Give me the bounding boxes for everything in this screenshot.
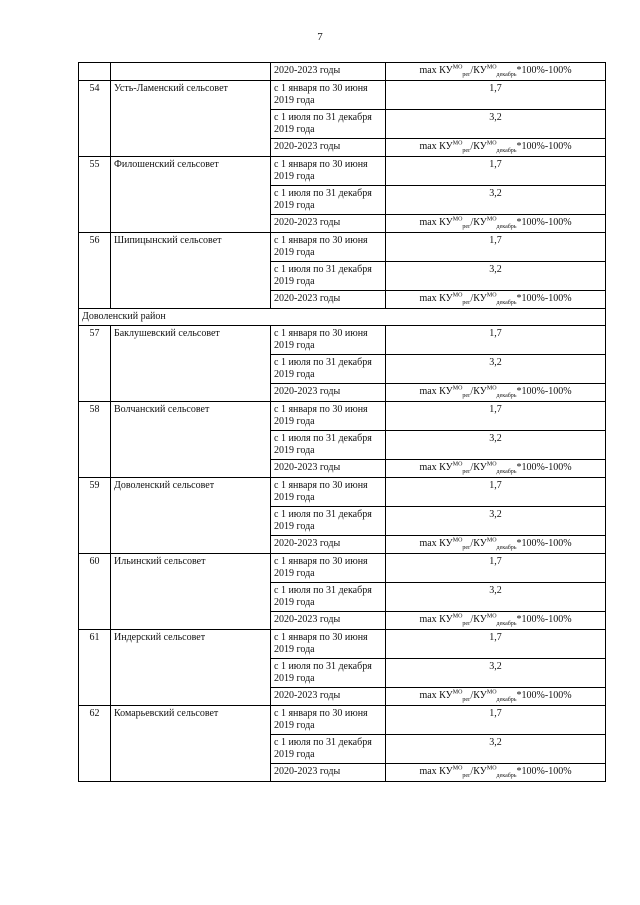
formula-sub-2: декабрь	[496, 621, 517, 627]
formula-sub-2: декабрь	[496, 224, 517, 230]
value-cell: 3,2	[386, 659, 606, 688]
formula-sub-2: декабрь	[496, 393, 517, 399]
formula-mid: /КУ	[470, 690, 487, 701]
row-number: 56	[79, 233, 111, 309]
formula-cell	[386, 63, 606, 81]
formula-sub-1: рег	[462, 697, 471, 703]
formula-mid: /КУ	[470, 614, 487, 625]
formula-sub-1: рег	[462, 545, 471, 551]
period-cell: с 1 июля по 31 декабря 2019 года	[271, 659, 386, 688]
formula-prefix: max КУ	[419, 690, 453, 701]
formula-sup-1: МО	[452, 140, 463, 147]
formula-cell	[386, 139, 606, 157]
council-name: Волчанский сельсовет	[111, 402, 271, 478]
formula-sup-2: МО	[486, 613, 497, 620]
row-number: 61	[79, 630, 111, 706]
period-cell: 2020-2023 годы	[271, 63, 386, 81]
period-cell: 2020-2023 годы	[271, 384, 386, 402]
row-number: 57	[79, 326, 111, 402]
formula-sup-1: МО	[452, 461, 463, 468]
formula-suffix: *100%-100%	[516, 462, 572, 473]
formula-sup-1: МО	[452, 64, 463, 71]
formula-cell	[386, 688, 606, 706]
council-name: Шипицынский сельсовет	[111, 233, 271, 309]
formula-mid: /КУ	[470, 538, 487, 549]
period-cell: с 1 января по 30 июня 2019 года	[271, 157, 386, 186]
formula-cell	[386, 536, 606, 554]
period-cell: 2020-2023 годы	[271, 215, 386, 233]
table-row	[79, 63, 606, 81]
formula-sub-2: декабрь	[496, 469, 517, 475]
period-cell: с 1 января по 30 июня 2019 года	[271, 402, 386, 431]
council-name: Комарьевский сельсовет	[111, 706, 271, 782]
name-cell	[111, 63, 271, 81]
formula-sup-1: МО	[452, 385, 463, 392]
row-number: 54	[79, 81, 111, 157]
rates-table-body	[79, 63, 606, 782]
formula-prefix: max КУ	[419, 217, 453, 228]
table-row	[79, 402, 606, 431]
formula-sub-1: рег	[462, 469, 471, 475]
formula-sub-2: декабрь	[496, 545, 517, 551]
formula-sub-1: рег	[462, 773, 471, 779]
table-row	[79, 233, 606, 262]
period-cell: с 1 января по 30 июня 2019 года	[271, 233, 386, 262]
formula-mid: /КУ	[470, 217, 487, 228]
formula-prefix: max КУ	[419, 386, 453, 397]
period-cell: с 1 июля по 31 декабря 2019 года	[271, 186, 386, 215]
period-cell: с 1 июля по 31 декабря 2019 года	[271, 507, 386, 536]
row-number: 58	[79, 402, 111, 478]
period-cell: с 1 июля по 31 декабря 2019 года	[271, 355, 386, 384]
value-cell: 1,7	[386, 233, 606, 262]
value-cell: 3,2	[386, 431, 606, 460]
period-cell: 2020-2023 годы	[271, 291, 386, 309]
formula-sup-2: МО	[486, 216, 497, 223]
period-cell: с 1 января по 30 июня 2019 года	[271, 326, 386, 355]
formula-cell	[386, 215, 606, 233]
council-name: Ильинский сельсовет	[111, 554, 271, 630]
period-cell: с 1 июля по 31 декабря 2019 года	[271, 262, 386, 291]
formula-sub-1: рег	[462, 224, 471, 230]
formula-prefix: max КУ	[419, 65, 453, 76]
formula-suffix: *100%-100%	[516, 217, 572, 228]
table-row	[79, 706, 606, 735]
formula-sub-1: рег	[462, 72, 471, 78]
formula-cell	[386, 764, 606, 782]
period-cell: с 1 января по 30 июня 2019 года	[271, 554, 386, 583]
formula-prefix: max КУ	[419, 766, 453, 777]
formula-cell	[386, 612, 606, 630]
region-name: Доволенский район	[79, 309, 606, 326]
row-number: 59	[79, 478, 111, 554]
formula-sup-2: МО	[486, 537, 497, 544]
rates-table	[78, 62, 606, 782]
formula-sub-1: рег	[462, 621, 471, 627]
formula-sub-1: рег	[462, 300, 471, 306]
value-cell: 3,2	[386, 186, 606, 215]
period-cell: 2020-2023 годы	[271, 139, 386, 157]
formula-suffix: *100%-100%	[516, 690, 572, 701]
period-cell: с 1 июля по 31 декабря 2019 года	[271, 431, 386, 460]
formula-sub-2: декабрь	[496, 72, 517, 78]
formula-sub-1: рег	[462, 148, 471, 154]
period-cell: 2020-2023 годы	[271, 460, 386, 478]
period-cell: с 1 января по 30 июня 2019 года	[271, 706, 386, 735]
region-row	[79, 309, 606, 326]
formula-mid: /КУ	[470, 293, 487, 304]
formula-sub-2: декабрь	[496, 148, 517, 154]
formula-prefix: max КУ	[419, 614, 453, 625]
formula-prefix: max КУ	[419, 141, 453, 152]
value-cell: 3,2	[386, 262, 606, 291]
period-cell: с 1 июля по 31 декабря 2019 года	[271, 583, 386, 612]
council-name: Филошенский сельсовет	[111, 157, 271, 233]
period-cell: с 1 июля по 31 декабря 2019 года	[271, 110, 386, 139]
formula-sup-2: МО	[486, 385, 497, 392]
formula-sup-1: МО	[452, 689, 463, 696]
value-cell: 1,7	[386, 157, 606, 186]
formula-suffix: *100%-100%	[516, 141, 572, 152]
value-cell: 3,2	[386, 735, 606, 764]
formula-sup-1: МО	[452, 537, 463, 544]
formula-suffix: *100%-100%	[516, 614, 572, 625]
row-number: 62	[79, 706, 111, 782]
formula-suffix: *100%-100%	[516, 386, 572, 397]
table-row	[79, 157, 606, 186]
formula-sup-1: МО	[452, 613, 463, 620]
value-cell: 1,7	[386, 326, 606, 355]
formula-sub-2: декабрь	[496, 300, 517, 306]
formula-mid: /КУ	[470, 65, 487, 76]
period-cell: 2020-2023 годы	[271, 764, 386, 782]
formula-sup-2: МО	[486, 292, 497, 299]
formula-sub-1: рег	[462, 393, 471, 399]
value-cell: 3,2	[386, 355, 606, 384]
formula-sup-2: МО	[486, 689, 497, 696]
formula-prefix: max КУ	[419, 293, 453, 304]
formula-suffix: *100%-100%	[516, 65, 572, 76]
formula-prefix: max КУ	[419, 462, 453, 473]
value-cell: 3,2	[386, 583, 606, 612]
table-row	[79, 81, 606, 110]
formula-cell	[386, 460, 606, 478]
period-cell: с 1 января по 30 июня 2019 года	[271, 81, 386, 110]
formula-sub-2: декабрь	[496, 697, 517, 703]
page-number: 7	[317, 31, 323, 43]
period-cell: 2020-2023 годы	[271, 688, 386, 706]
formula-sup-2: МО	[486, 140, 497, 147]
table-row	[79, 478, 606, 507]
table-row	[79, 630, 606, 659]
council-name: Баклушевский сельсовет	[111, 326, 271, 402]
council-name: Усть-Ламенский сельсовет	[111, 81, 271, 157]
formula-cell	[386, 291, 606, 309]
table-row	[79, 554, 606, 583]
formula-suffix: *100%-100%	[516, 766, 572, 777]
council-name: Доволенский сельсовет	[111, 478, 271, 554]
formula-sup-1: МО	[452, 292, 463, 299]
value-cell: 1,7	[386, 630, 606, 659]
value-cell: 1,7	[386, 81, 606, 110]
row-number: 60	[79, 554, 111, 630]
formula-cell	[386, 384, 606, 402]
value-cell: 3,2	[386, 110, 606, 139]
period-cell: 2020-2023 годы	[271, 536, 386, 554]
number-cell	[79, 63, 111, 81]
period-cell: 2020-2023 годы	[271, 612, 386, 630]
formula-sup-2: МО	[486, 461, 497, 468]
value-cell: 1,7	[386, 402, 606, 431]
formula-suffix: *100%-100%	[516, 538, 572, 549]
period-cell: с 1 июля по 31 декабря 2019 года	[271, 735, 386, 764]
formula-mid: /КУ	[470, 462, 487, 473]
period-cell: с 1 января по 30 июня 2019 года	[271, 478, 386, 507]
value-cell: 1,7	[386, 706, 606, 735]
formula-prefix: max КУ	[419, 538, 453, 549]
formula-sup-1: МО	[452, 216, 463, 223]
formula-sub-2: декабрь	[496, 773, 517, 779]
formula-sup-2: МО	[486, 64, 497, 71]
table-row	[79, 326, 606, 355]
formula-mid: /КУ	[470, 141, 487, 152]
formula-mid: /КУ	[470, 766, 487, 777]
formula-sup-2: МО	[486, 765, 497, 772]
period-cell: с 1 января по 30 июня 2019 года	[271, 630, 386, 659]
value-cell: 1,7	[386, 554, 606, 583]
value-cell: 3,2	[386, 507, 606, 536]
formula-sup-1: МО	[452, 765, 463, 772]
council-name: Индерский сельсовет	[111, 630, 271, 706]
row-number: 55	[79, 157, 111, 233]
value-cell: 1,7	[386, 478, 606, 507]
formula-mid: /КУ	[470, 386, 487, 397]
formula-suffix: *100%-100%	[516, 293, 572, 304]
